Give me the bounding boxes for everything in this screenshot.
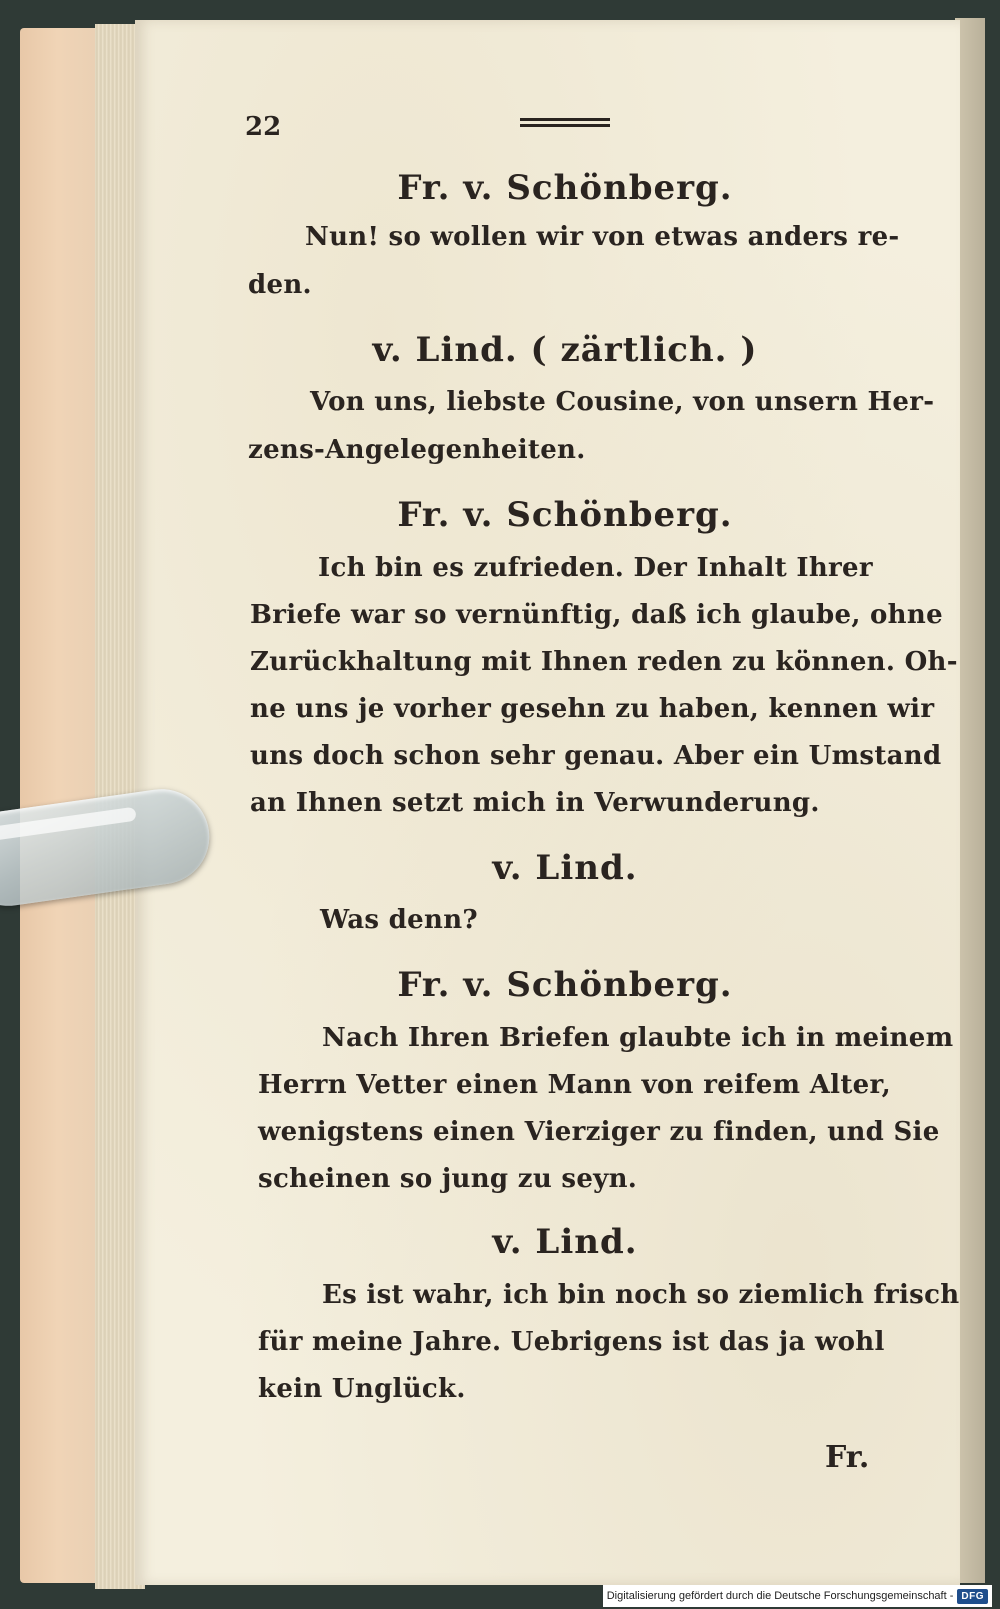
page-number: 22	[245, 112, 282, 142]
text-line: Briefe war so vernünftig, daß ich glaube, ohne	[250, 600, 943, 630]
text-line: wenigstens einen Vierziger zu finden, und Sie	[258, 1117, 940, 1147]
text-line: Was denn?	[320, 905, 478, 935]
dfg-logo-icon: DFG	[957, 1589, 988, 1604]
speaker-heading: Fr. v. Schönberg.	[397, 965, 733, 1005]
text-line: Ich bin es zufrieden. Der Inhalt Ihrer	[318, 553, 873, 583]
speaker-heading: Fr. v. Schönberg.	[397, 168, 733, 208]
speaker-heading: v. Lind. ( zärtlich. )	[372, 330, 758, 370]
digitization-credit	[603, 1585, 992, 1607]
text-line: zens-Angelegenheiten.	[248, 435, 586, 465]
speaker-heading: v. Lind.	[492, 1222, 638, 1262]
text-line: Nun! so wollen wir von etwas anders re-	[305, 222, 900, 252]
text-line: Nach Ihren Briefen glaubte ich in meinem	[322, 1023, 954, 1053]
text-line: uns doch schon sehr genau. Aber ein Umstand	[250, 741, 942, 771]
catchword: Fr.	[825, 1440, 870, 1475]
header-rule	[520, 118, 610, 127]
text-line: Es ist wahr, ich bin noch so ziemlich frisch	[322, 1280, 960, 1310]
speaker-heading: v. Lind.	[492, 848, 638, 888]
text-line: Zurückhaltung mit Ihnen reden zu können. Oh-	[250, 647, 958, 677]
text-line: ne uns je vorher gesehn zu haben, kennen wir	[250, 694, 935, 724]
text-line: für meine Jahre. Uebrigens ist das ja wohl	[258, 1327, 885, 1357]
credit-text: Digitalisierung gefördert durch die Deutsche Forschungsgemeinschaft -	[606, 1590, 954, 1602]
text-line: Von uns, liebste Cousine, von unsern Her-	[310, 387, 935, 417]
text-line: Herrn Vetter einen Mann von reifem Alter,	[258, 1070, 891, 1100]
glass-highlight	[0, 807, 137, 843]
text-line: an Ihnen setzt mich in Verwunderung.	[250, 788, 820, 818]
text-line: den.	[248, 270, 312, 300]
text-line: scheinen so jung zu seyn.	[258, 1164, 638, 1194]
text-line: kein Unglück.	[258, 1374, 466, 1404]
speaker-heading: Fr. v. Schönberg.	[397, 495, 733, 535]
